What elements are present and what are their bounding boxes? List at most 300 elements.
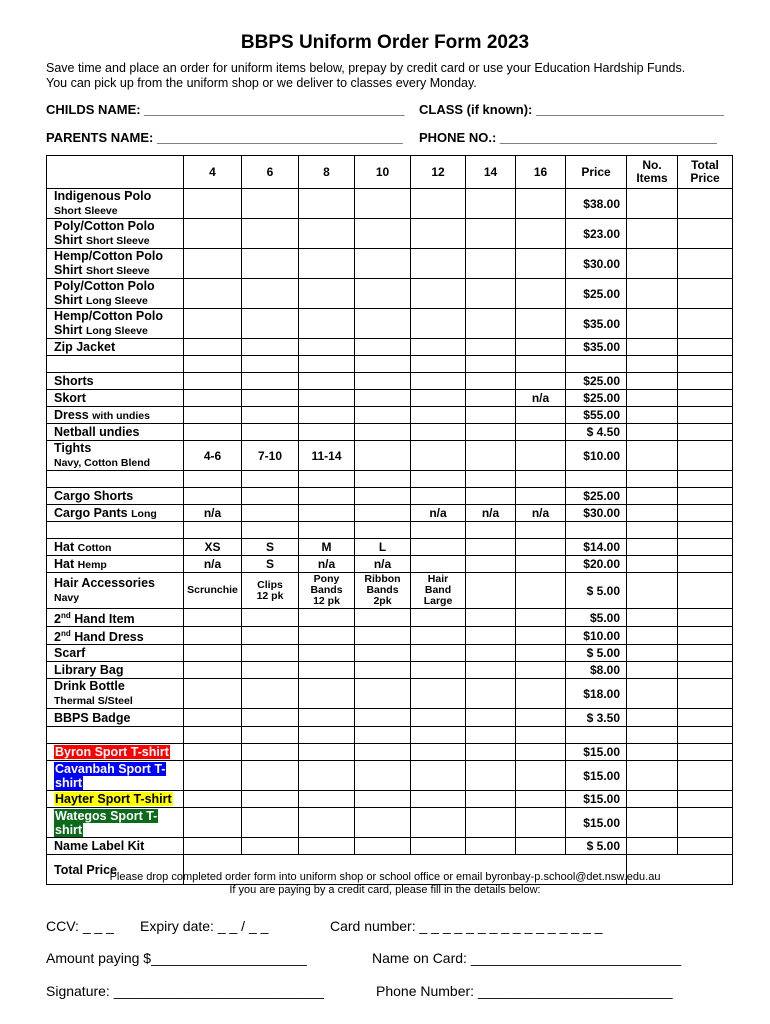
size-cell: n/a <box>516 505 566 522</box>
blank-cell <box>299 522 355 539</box>
item-name: Cargo Shorts <box>47 488 184 505</box>
item-label: Hand Dress <box>70 630 144 645</box>
size-cell: n/a <box>184 505 242 522</box>
entry-cell[interactable] <box>242 339 299 356</box>
entry-cell[interactable] <box>355 279 411 309</box>
entry-cell[interactable] <box>466 838 516 855</box>
entry-cell[interactable] <box>299 219 355 249</box>
entry-cell[interactable] <box>678 390 733 407</box>
item-count-cell[interactable] <box>627 189 678 219</box>
entry-cell[interactable] <box>355 339 411 356</box>
entry-cell[interactable] <box>466 761 516 791</box>
entry-cell[interactable] <box>466 488 516 505</box>
entry-cell[interactable] <box>627 761 678 791</box>
table-row <box>47 505 733 522</box>
entry-cell[interactable] <box>466 709 516 727</box>
item-name <box>47 249 184 279</box>
expiry-field[interactable]: Expiry date: _ _ / _ _ <box>140 918 269 934</box>
entry-cell[interactable] <box>627 679 678 709</box>
entry-cell[interactable] <box>355 679 411 709</box>
entry-cell[interactable] <box>678 645 733 662</box>
childs-name-field[interactable]: CHILDS NAME: ____________________________________ <box>46 102 405 117</box>
entry-cell[interactable] <box>184 808 242 838</box>
item-name <box>47 219 184 249</box>
entry-cell[interactable] <box>184 488 242 505</box>
entry-cell[interactable] <box>516 838 566 855</box>
entry-cell[interactable] <box>466 744 516 761</box>
spacer-row <box>47 471 733 488</box>
entry-cell[interactable] <box>355 424 411 441</box>
entry-cell[interactable] <box>627 249 678 279</box>
entry-cell[interactable] <box>242 627 299 645</box>
entry-cell[interactable] <box>184 627 242 645</box>
entry-cell[interactable] <box>678 744 733 761</box>
entry-cell[interactable] <box>627 339 678 356</box>
entry-cell[interactable] <box>466 441 516 471</box>
entry-cell[interactable] <box>516 407 566 424</box>
item-price: $ 4.50 <box>566 424 627 441</box>
item-label: Hemp/Cotton Polo <box>54 309 164 323</box>
entry-cell[interactable] <box>299 189 355 219</box>
entry-cell[interactable] <box>466 573 516 609</box>
item-sublabel: Thermal S/Steel <box>54 695 133 708</box>
page-title: BBPS Uniform Order Form 2023 <box>240 32 530 53</box>
item-label: 2 <box>54 630 61 645</box>
entry-cell[interactable] <box>466 662 516 679</box>
size-cell-line: Hair <box>427 573 449 585</box>
entry-cell[interactable] <box>411 662 466 679</box>
entry-cell[interactable] <box>516 441 566 471</box>
item-name: Skort <box>47 390 184 407</box>
blank-cell <box>566 522 627 539</box>
entry-cell[interactable] <box>411 249 466 279</box>
entry-cell[interactable] <box>184 838 242 855</box>
entry-cell[interactable] <box>355 189 411 219</box>
entry-cell[interactable] <box>466 189 516 219</box>
entry-cell[interactable] <box>627 488 678 505</box>
entry-cell[interactable] <box>411 539 466 556</box>
amount-field[interactable]: Amount paying $____________________ <box>46 950 307 966</box>
size-cell: n/a <box>516 390 566 407</box>
entry-cell[interactable] <box>678 488 733 505</box>
phone-number-field[interactable]: Phone Number: _________________________ <box>376 983 673 999</box>
entry-cell[interactable] <box>627 390 678 407</box>
entry-cell[interactable] <box>299 744 355 761</box>
table-row <box>47 424 733 441</box>
entry-cell[interactable] <box>411 219 466 249</box>
signature-field[interactable]: Signature: ___________________________ <box>46 983 324 999</box>
entry-cell[interactable] <box>299 662 355 679</box>
entry-cell[interactable] <box>466 339 516 356</box>
entry-cell[interactable] <box>411 279 466 309</box>
blank-cell <box>516 522 566 539</box>
entry-cell[interactable] <box>466 219 516 249</box>
entry-cell[interactable] <box>184 279 242 309</box>
entry-cell[interactable] <box>516 662 566 679</box>
entry-cell[interactable] <box>466 539 516 556</box>
entry-cell[interactable] <box>242 424 299 441</box>
entry-cell[interactable] <box>184 249 242 279</box>
entry-cell[interactable] <box>355 488 411 505</box>
table-row <box>47 662 733 679</box>
entry-cell[interactable] <box>466 627 516 645</box>
size-header-10: 10 <box>355 156 411 189</box>
item-price: $10.00 <box>566 441 627 471</box>
entry-cell[interactable] <box>299 424 355 441</box>
entry-cell[interactable] <box>627 744 678 761</box>
entry-cell[interactable] <box>411 339 466 356</box>
entry-cell[interactable] <box>184 424 242 441</box>
entry-cell[interactable] <box>516 645 566 662</box>
entry-cell[interactable] <box>516 679 566 709</box>
entry-cell[interactable] <box>516 744 566 761</box>
entry-cell[interactable] <box>242 679 299 709</box>
entry-cell[interactable] <box>678 556 733 573</box>
entry-cell[interactable] <box>627 609 678 627</box>
size-cell: n/a <box>411 505 466 522</box>
entry-cell[interactable] <box>516 808 566 838</box>
entry-cell[interactable] <box>678 709 733 727</box>
table-row <box>47 791 733 808</box>
entry-cell[interactable] <box>678 838 733 855</box>
item-label: Hat <box>54 556 75 571</box>
blank-cell <box>355 522 411 539</box>
blank-cell <box>566 471 627 488</box>
entry-cell[interactable] <box>678 791 733 808</box>
item-sublabel: Short Sleeve <box>85 235 150 247</box>
entry-cell[interactable] <box>184 662 242 679</box>
entry-cell[interactable] <box>627 539 678 556</box>
entry-cell[interactable] <box>466 279 516 309</box>
entry-cell[interactable] <box>678 609 733 627</box>
entry-cell[interactable] <box>242 249 299 279</box>
entry-cell[interactable] <box>355 390 411 407</box>
table-row <box>47 441 733 471</box>
entry-cell[interactable] <box>411 424 466 441</box>
item-name <box>47 407 184 424</box>
entry-cell[interactable] <box>299 808 355 838</box>
entry-cell[interactable] <box>355 791 411 808</box>
entry-cell[interactable] <box>516 189 566 219</box>
item-name <box>47 627 184 645</box>
blank-cell <box>627 471 678 488</box>
entry-cell[interactable] <box>411 791 466 808</box>
entry-cell[interactable] <box>627 505 678 522</box>
ccv-field[interactable]: CCV: _ _ _ <box>46 918 114 934</box>
entry-cell[interactable] <box>678 249 733 279</box>
table-row <box>47 609 733 627</box>
entry-cell[interactable] <box>184 645 242 662</box>
item-price: $8.00 <box>566 662 627 679</box>
size-cell: n/a <box>355 556 411 573</box>
entry-cell[interactable] <box>355 407 411 424</box>
name-on-card-field[interactable]: Name on Card: ___________________________ <box>372 950 682 966</box>
entry-cell[interactable] <box>242 279 299 309</box>
price-header: Price <box>566 156 627 189</box>
entry-cell[interactable] <box>516 609 566 627</box>
entry-cell[interactable] <box>355 505 411 522</box>
entry-cell[interactable] <box>299 505 355 522</box>
entry-cell[interactable] <box>184 189 242 219</box>
table-row <box>47 744 733 761</box>
item-price: $25.00 <box>566 373 627 390</box>
entry-cell[interactable] <box>184 219 242 249</box>
entry-cell[interactable] <box>299 339 355 356</box>
entry-cell[interactable] <box>678 424 733 441</box>
item-name <box>47 189 184 219</box>
item-price: $10.00 <box>566 627 627 645</box>
entry-cell[interactable] <box>678 679 733 709</box>
entry-cell[interactable] <box>516 791 566 808</box>
entry-cell[interactable] <box>466 390 516 407</box>
entry-cell[interactable] <box>678 539 733 556</box>
entry-cell[interactable] <box>516 309 566 339</box>
entry-cell[interactable] <box>355 441 411 471</box>
entry-cell[interactable] <box>299 645 355 662</box>
entry-cell[interactable] <box>355 761 411 791</box>
entry-cell[interactable] <box>184 709 242 727</box>
item-name <box>47 539 184 556</box>
order-table <box>46 155 733 885</box>
entry-cell[interactable] <box>627 407 678 424</box>
entry-cell[interactable] <box>678 662 733 679</box>
entry-cell[interactable] <box>516 219 566 249</box>
entry-cell[interactable] <box>411 761 466 791</box>
entry-cell[interactable] <box>299 679 355 709</box>
entry-cell[interactable] <box>466 679 516 709</box>
entry-cell[interactable] <box>411 627 466 645</box>
entry-cell[interactable] <box>627 441 678 471</box>
entry-cell[interactable] <box>466 249 516 279</box>
entry-cell[interactable] <box>678 627 733 645</box>
item-total-cell[interactable] <box>678 189 733 219</box>
entry-cell[interactable] <box>627 279 678 309</box>
entry-cell[interactable] <box>411 390 466 407</box>
entry-cell[interactable] <box>516 761 566 791</box>
entry-cell[interactable] <box>355 744 411 761</box>
entry-cell[interactable] <box>678 441 733 471</box>
entry-cell[interactable] <box>627 373 678 390</box>
entry-cell[interactable] <box>627 627 678 645</box>
entry-cell[interactable] <box>627 556 678 573</box>
blank-cell <box>466 356 516 373</box>
entry-cell[interactable] <box>242 761 299 791</box>
parents-name-field[interactable]: PARENTS NAME: __________________________________ <box>46 130 403 145</box>
entry-cell[interactable] <box>242 609 299 627</box>
entry-cell[interactable] <box>184 309 242 339</box>
item-price: $55.00 <box>566 407 627 424</box>
entry-cell[interactable] <box>466 645 516 662</box>
entry-cell[interactable] <box>627 309 678 339</box>
item-name: Netball undies <box>47 424 184 441</box>
table-row <box>47 249 733 279</box>
entry-cell[interactable] <box>184 609 242 627</box>
entry-cell[interactable] <box>516 556 566 573</box>
item-price: $ 5.00 <box>566 645 627 662</box>
item-name <box>47 609 184 627</box>
entry-cell[interactable] <box>299 627 355 645</box>
entry-cell[interactable] <box>299 249 355 279</box>
entry-cell[interactable] <box>466 556 516 573</box>
entry-cell[interactable] <box>242 488 299 505</box>
entry-cell[interactable] <box>184 761 242 791</box>
entry-cell[interactable] <box>411 407 466 424</box>
entry-cell[interactable] <box>355 709 411 727</box>
entry-cell[interactable] <box>184 339 242 356</box>
entry-cell[interactable] <box>242 808 299 838</box>
entry-cell[interactable] <box>299 609 355 627</box>
entry-cell[interactable] <box>516 339 566 356</box>
entry-cell[interactable] <box>411 838 466 855</box>
entry-cell[interactable] <box>411 709 466 727</box>
entry-cell[interactable] <box>299 390 355 407</box>
entry-cell[interactable] <box>678 279 733 309</box>
entry-cell[interactable] <box>242 791 299 808</box>
item-label-2: Shirt <box>54 233 83 247</box>
entry-cell[interactable] <box>184 390 242 407</box>
entry-cell[interactable] <box>242 744 299 761</box>
entry-cell[interactable] <box>411 744 466 761</box>
entry-cell[interactable] <box>466 808 516 838</box>
entry-cell[interactable] <box>466 424 516 441</box>
entry-cell[interactable] <box>411 441 466 471</box>
entry-cell[interactable] <box>627 219 678 249</box>
entry-cell[interactable] <box>299 373 355 390</box>
highlighted-label: shirt <box>55 822 83 837</box>
entry-cell[interactable] <box>184 744 242 761</box>
entry-cell[interactable] <box>355 808 411 838</box>
entry-cell[interactable] <box>516 573 566 609</box>
entry-cell[interactable] <box>627 709 678 727</box>
entry-cell[interactable] <box>355 838 411 855</box>
entry-cell[interactable] <box>242 390 299 407</box>
item-price: $25.00 <box>566 279 627 309</box>
phone-field[interactable]: PHONE NO.: ______________________________ <box>419 130 717 145</box>
entry-cell[interactable] <box>678 219 733 249</box>
entry-cell[interactable] <box>299 309 355 339</box>
entry-cell[interactable] <box>355 249 411 279</box>
entry-cell[interactable] <box>678 573 733 609</box>
entry-cell[interactable] <box>299 488 355 505</box>
entry-cell[interactable] <box>678 407 733 424</box>
entry-cell[interactable] <box>355 609 411 627</box>
table-row <box>47 761 733 791</box>
entry-cell[interactable] <box>355 219 411 249</box>
entry-cell[interactable] <box>627 573 678 609</box>
entry-cell[interactable] <box>184 679 242 709</box>
entry-cell[interactable] <box>678 373 733 390</box>
entry-cell[interactable] <box>516 539 566 556</box>
entry-cell[interactable] <box>184 373 242 390</box>
entry-cell[interactable] <box>678 808 733 838</box>
entry-cell[interactable] <box>184 791 242 808</box>
entry-cell[interactable] <box>466 609 516 627</box>
entry-cell[interactable] <box>242 219 299 249</box>
entry-cell[interactable] <box>355 373 411 390</box>
entry-cell[interactable] <box>411 609 466 627</box>
entry-cell[interactable] <box>411 645 466 662</box>
entry-cell[interactable] <box>627 808 678 838</box>
entry-cell[interactable] <box>299 279 355 309</box>
item-label: 2 <box>54 612 61 627</box>
item-price: $15.00 <box>566 808 627 838</box>
table-row <box>47 390 733 407</box>
entry-cell[interactable] <box>411 309 466 339</box>
entry-cell[interactable] <box>627 791 678 808</box>
entry-cell[interactable] <box>184 407 242 424</box>
entry-cell[interactable] <box>678 505 733 522</box>
entry-cell[interactable] <box>411 808 466 838</box>
blank-cell <box>411 727 466 744</box>
item-name <box>47 309 184 339</box>
entry-cell[interactable] <box>355 309 411 339</box>
entry-cell[interactable] <box>299 407 355 424</box>
entry-cell[interactable] <box>627 838 678 855</box>
entry-cell[interactable] <box>516 279 566 309</box>
entry-cell[interactable] <box>242 407 299 424</box>
entry-cell[interactable] <box>516 488 566 505</box>
entry-cell[interactable] <box>466 309 516 339</box>
entry-cell[interactable] <box>516 424 566 441</box>
entry-cell[interactable] <box>299 761 355 791</box>
entry-cell[interactable] <box>355 645 411 662</box>
entry-cell[interactable] <box>466 407 516 424</box>
entry-cell[interactable] <box>242 645 299 662</box>
entry-cell[interactable] <box>299 791 355 808</box>
size-cell: 7-10 <box>242 441 299 471</box>
entry-cell[interactable] <box>466 373 516 390</box>
entry-cell[interactable] <box>516 709 566 727</box>
entry-cell[interactable] <box>411 373 466 390</box>
entry-cell[interactable] <box>678 339 733 356</box>
blank-cell <box>678 356 733 373</box>
entry-cell[interactable] <box>411 488 466 505</box>
entry-cell[interactable] <box>242 373 299 390</box>
entry-cell[interactable] <box>627 645 678 662</box>
entry-cell[interactable] <box>299 709 355 727</box>
entry-cell[interactable] <box>355 627 411 645</box>
entry-cell[interactable] <box>242 309 299 339</box>
entry-cell[interactable] <box>627 424 678 441</box>
entry-cell[interactable] <box>411 679 466 709</box>
entry-cell[interactable] <box>678 761 733 791</box>
entry-cell[interactable] <box>411 189 466 219</box>
card-number-field[interactable]: Card number: _ _ _ _ _ _ _ _ _ _ _ _ _ _ _ _ <box>330 918 603 934</box>
blank-cell <box>184 727 242 744</box>
entry-cell[interactable] <box>299 838 355 855</box>
item-sublabel: with undies <box>92 409 150 422</box>
entry-cell[interactable] <box>242 662 299 679</box>
entry-cell[interactable] <box>516 249 566 279</box>
item-label: Cargo Pants <box>54 505 128 520</box>
entry-cell[interactable] <box>466 791 516 808</box>
total-header: Total Price <box>678 156 733 189</box>
entry-cell[interactable] <box>516 627 566 645</box>
entry-cell[interactable] <box>242 189 299 219</box>
header-row <box>47 156 733 189</box>
entry-cell[interactable] <box>242 505 299 522</box>
entry-cell[interactable] <box>516 373 566 390</box>
item-name <box>47 505 184 522</box>
table-row <box>47 645 733 662</box>
entry-cell[interactable] <box>242 838 299 855</box>
class-field[interactable]: CLASS (if known): __________________________ <box>419 102 724 117</box>
entry-cell[interactable] <box>242 709 299 727</box>
entry-cell[interactable] <box>355 662 411 679</box>
entry-cell[interactable] <box>627 662 678 679</box>
entry-cell[interactable] <box>678 309 733 339</box>
entry-cell[interactable] <box>411 556 466 573</box>
